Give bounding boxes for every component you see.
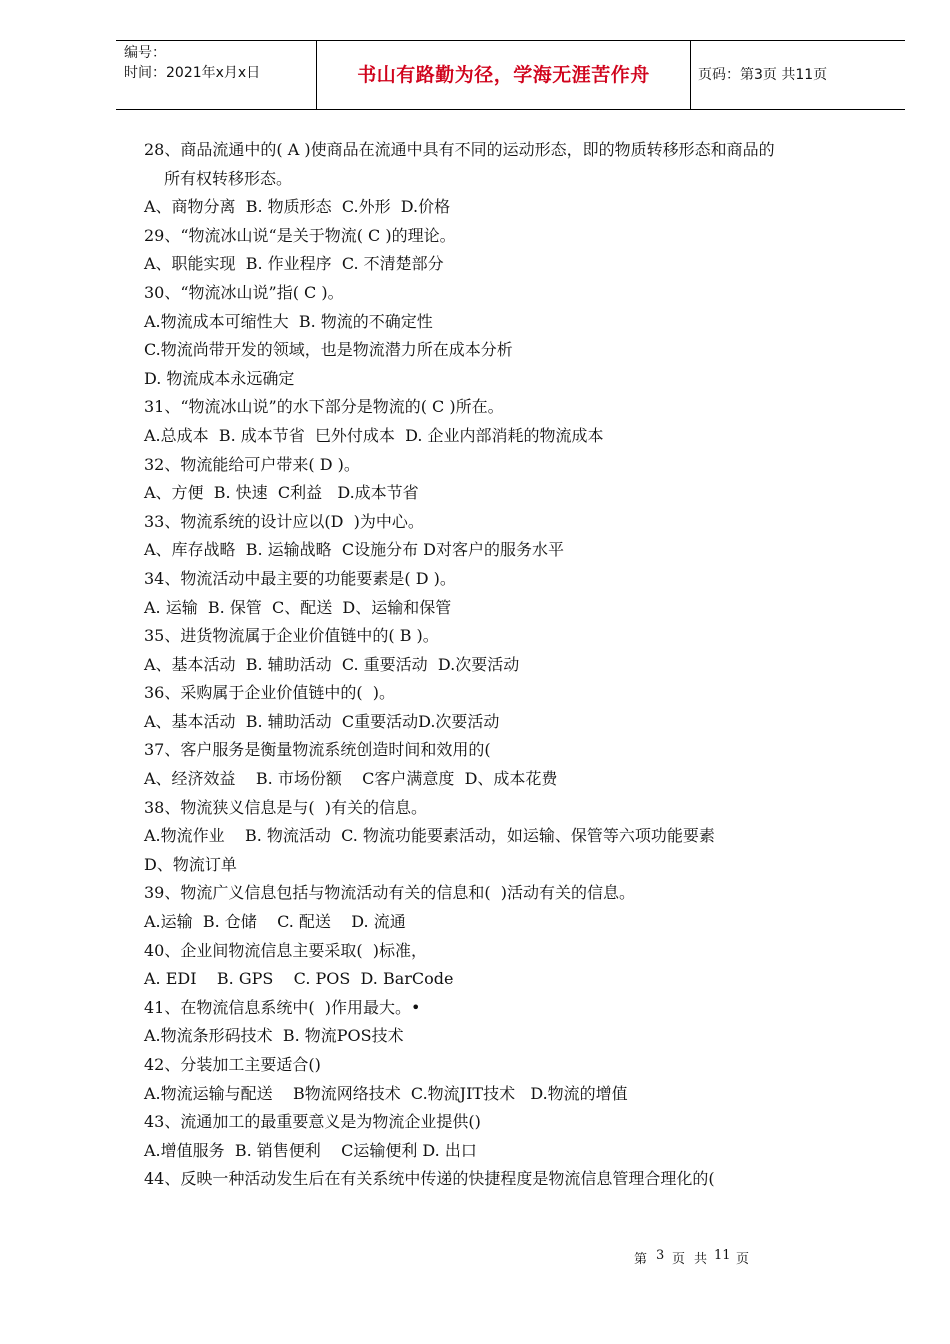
options-line: D、物流订单	[144, 854, 237, 874]
question-line: 43、流通加工的最重要意义是为物流企业提供()	[144, 1112, 481, 1132]
footer-total-word: 共	[694, 1252, 708, 1267]
footer-page-number: 3	[656, 1248, 665, 1263]
options-line: A、职能实现 B. 作业程序 C. 不清楚部分	[144, 254, 444, 274]
header-page-cell	[690, 41, 905, 109]
page-footer	[0, 1248, 950, 1266]
options-line: A、商物分离 B. 物质形态 C.外形 D.价格	[144, 197, 451, 217]
footer-page-unit: 页	[672, 1252, 686, 1267]
question-line: 38、物流狭义信息是与( )有关的信息。	[144, 797, 428, 817]
header-meta	[116, 41, 316, 109]
time-label: 时间：2021年x月x日	[124, 65, 261, 81]
question-line: 40、企业间物流信息主要采取( )标准，	[144, 940, 428, 960]
question-line: 所有权转移形态。	[164, 168, 293, 188]
motto-text: 书山有路勤为径，学海无涯苦作舟	[357, 64, 650, 86]
options-line: A.运输 B. 仓储 C. 配送 D. 流通	[144, 912, 406, 932]
footer-page-word: 第	[634, 1252, 648, 1267]
question-line: 31、“物流冰山说”的水下部分是物流的( C )所在。	[144, 397, 504, 417]
page-header	[116, 40, 905, 110]
question-line: 29、“物流冰山说“是关于物流( C )的理论。	[144, 225, 456, 245]
question-line: 28、商品流通中的( A )使商品在流通中具有不同的运动形态，即的物质转移形态和商品的	[144, 140, 775, 159]
options-line: A.物流条形码技术 B. 物流POS技术	[144, 1026, 404, 1046]
question-line: 37、客户服务是衡量物流系统创造时间和效用的(	[144, 740, 491, 760]
options-line: A.增值服务 B. 销售便利 C运输便利 D. 出口	[144, 1140, 477, 1160]
question-line: 30、“物流冰山说”指( C )。	[144, 282, 344, 302]
page-info: 页码：第3页 共11页	[698, 67, 828, 83]
question-line: 41、在物流信息系统中( )作用最大。•	[144, 997, 421, 1017]
question-line: 32、物流能给可户带来( D )。	[144, 454, 360, 474]
question-line: 36、采购属于企业价值链中的( )。	[144, 683, 396, 703]
options-line: A、库存战略 B. 运输战略 C设施分布 D对客户的服务水平	[144, 540, 564, 560]
question-line: 33、物流系统的设计应以(D )为中心。	[144, 511, 424, 531]
footer-total-number: 11	[714, 1248, 731, 1263]
question-line: 42、分装加工主要适合()	[144, 1055, 321, 1074]
options-line: A、方便 B. 快速 C利益 D.成本节省	[144, 483, 419, 503]
options-line: A. 运输 B. 保管 C、配送 D、运输和保管	[144, 597, 452, 617]
question-line: 44、反映一种活动发生后在有关系统中传递的快捷程度是物流信息管理合理化的(	[144, 1169, 715, 1189]
options-line: A、经济效益 B. 市场份额 C客户满意度 D、成本花费	[144, 769, 558, 789]
options-line: A.物流作业 B. 物流活动 C. 物流功能要素活动，如运输、保管等六项功能要素	[144, 826, 715, 846]
document-body	[144, 136, 868, 1194]
options-line: A.物流运输与配送 B物流网络技术 C.物流JIT技术 D.物流的增值	[144, 1083, 628, 1103]
footer-total-unit: 页	[736, 1252, 750, 1267]
options-line: A、基本活动 B. 辅助活动 C. 重要活动 D.次要活动	[144, 654, 520, 674]
options-line: A.物流成本可缩性大 B. 物流的不确定性	[144, 311, 433, 331]
question-line: 39、物流广义信息包括与物流活动有关的信息和( )活动有关的信息。	[144, 883, 636, 903]
question-line: 34、物流活动中最主要的功能要素是( D )。	[144, 568, 456, 588]
serial-label: 编号：	[124, 45, 166, 61]
options-line: C.物流尚带开发的领域，也是物流潜力所在成本分析	[144, 340, 513, 360]
header-motto-cell	[316, 41, 691, 109]
options-line: A.总成本 B. 成本节省 巳外付成本 D. 企业内部消耗的物流成本	[144, 425, 604, 445]
options-line: D. 物流成本永远确定	[144, 368, 295, 388]
options-line: A. EDI B. GPS C. POS D. BarCode	[144, 969, 454, 989]
question-line: 35、进货物流属于企业价值链中的( B )。	[144, 626, 439, 646]
options-line: A、基本活动 B. 辅助活动 C重要活动D.次要活动	[144, 711, 500, 731]
